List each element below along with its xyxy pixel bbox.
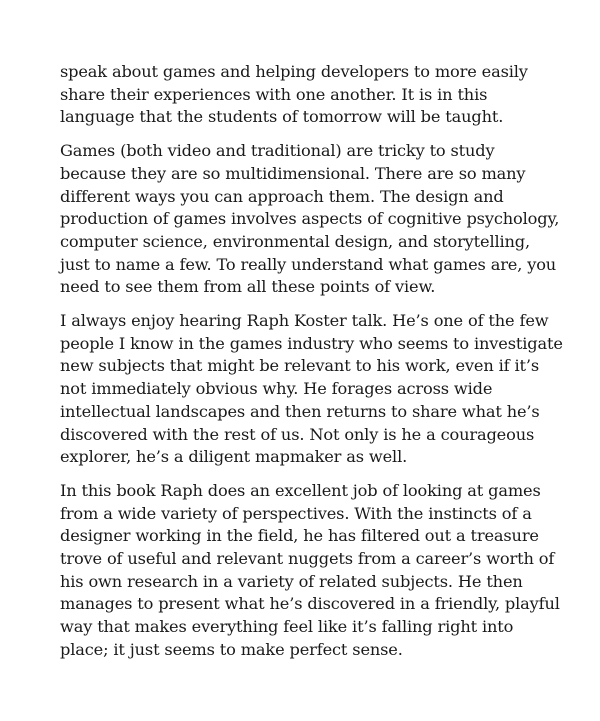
text-line: because they are so multidimensional. There are so many	[60, 163, 526, 183]
text-line: computer science, environmental design, and storytelling,	[60, 231, 531, 251]
text-line: different ways you can approach them. The design and	[60, 186, 504, 206]
text-line: In this book Raph does an excellent job of looking at games	[60, 480, 541, 500]
text-line: new subjects that might be relevant to his work, even if it’s	[60, 356, 540, 376]
text-line: speak about games and helping developers to more easily	[60, 62, 528, 81]
text-line: not immediately obvious why. He forages across wide	[60, 379, 493, 399]
text-line: Games (both video and traditional) are tricky to study	[60, 141, 495, 161]
text-line: people I know in the games industry who seems to investigate	[60, 333, 563, 353]
text-line: from a wide variety of perspectives. With the instincts of a	[60, 503, 532, 523]
text-line: intellectual landscapes and then returns to share what he’s	[60, 401, 540, 421]
text-line: I always enjoy hearing Raph Koster talk. He’s one of the few	[60, 311, 549, 331]
text-line: just to name a few. To really understand what games are, you	[60, 254, 557, 274]
text-line: production of games involves aspects of cognitive psychology,	[60, 209, 560, 229]
book-page	[60, 61, 563, 673]
paragraph-3	[60, 310, 563, 469]
text-line: way that makes everything feel like it’s falling right into	[60, 617, 514, 637]
text-line: language that the students of tomorrow will be taught.	[60, 107, 504, 127]
paragraph-1	[60, 61, 550, 129]
paragraph-4	[60, 480, 560, 662]
text-line: discovered with the rest of us. Not only is he a courageous	[60, 424, 535, 444]
paragraph-2	[60, 140, 560, 299]
text-line: trove of useful and relevant nuggets from a career’s worth of	[60, 549, 555, 569]
text-line: manages to present what he’s discovered in a friendly, playful	[60, 594, 560, 614]
text-line: his own research in a variety of related subjects. He then	[60, 571, 523, 591]
text-line: need to see them from all these points of view.	[60, 277, 436, 297]
text-line: designer working in the field, he has filtered out a treasure	[60, 526, 539, 546]
text-line: place; it just seems to make perfect sense.	[60, 639, 403, 659]
text-line: share their experiences with one another. It is in this	[60, 84, 488, 104]
text-line: explorer, he’s a diligent mapmaker as well.	[60, 447, 408, 467]
